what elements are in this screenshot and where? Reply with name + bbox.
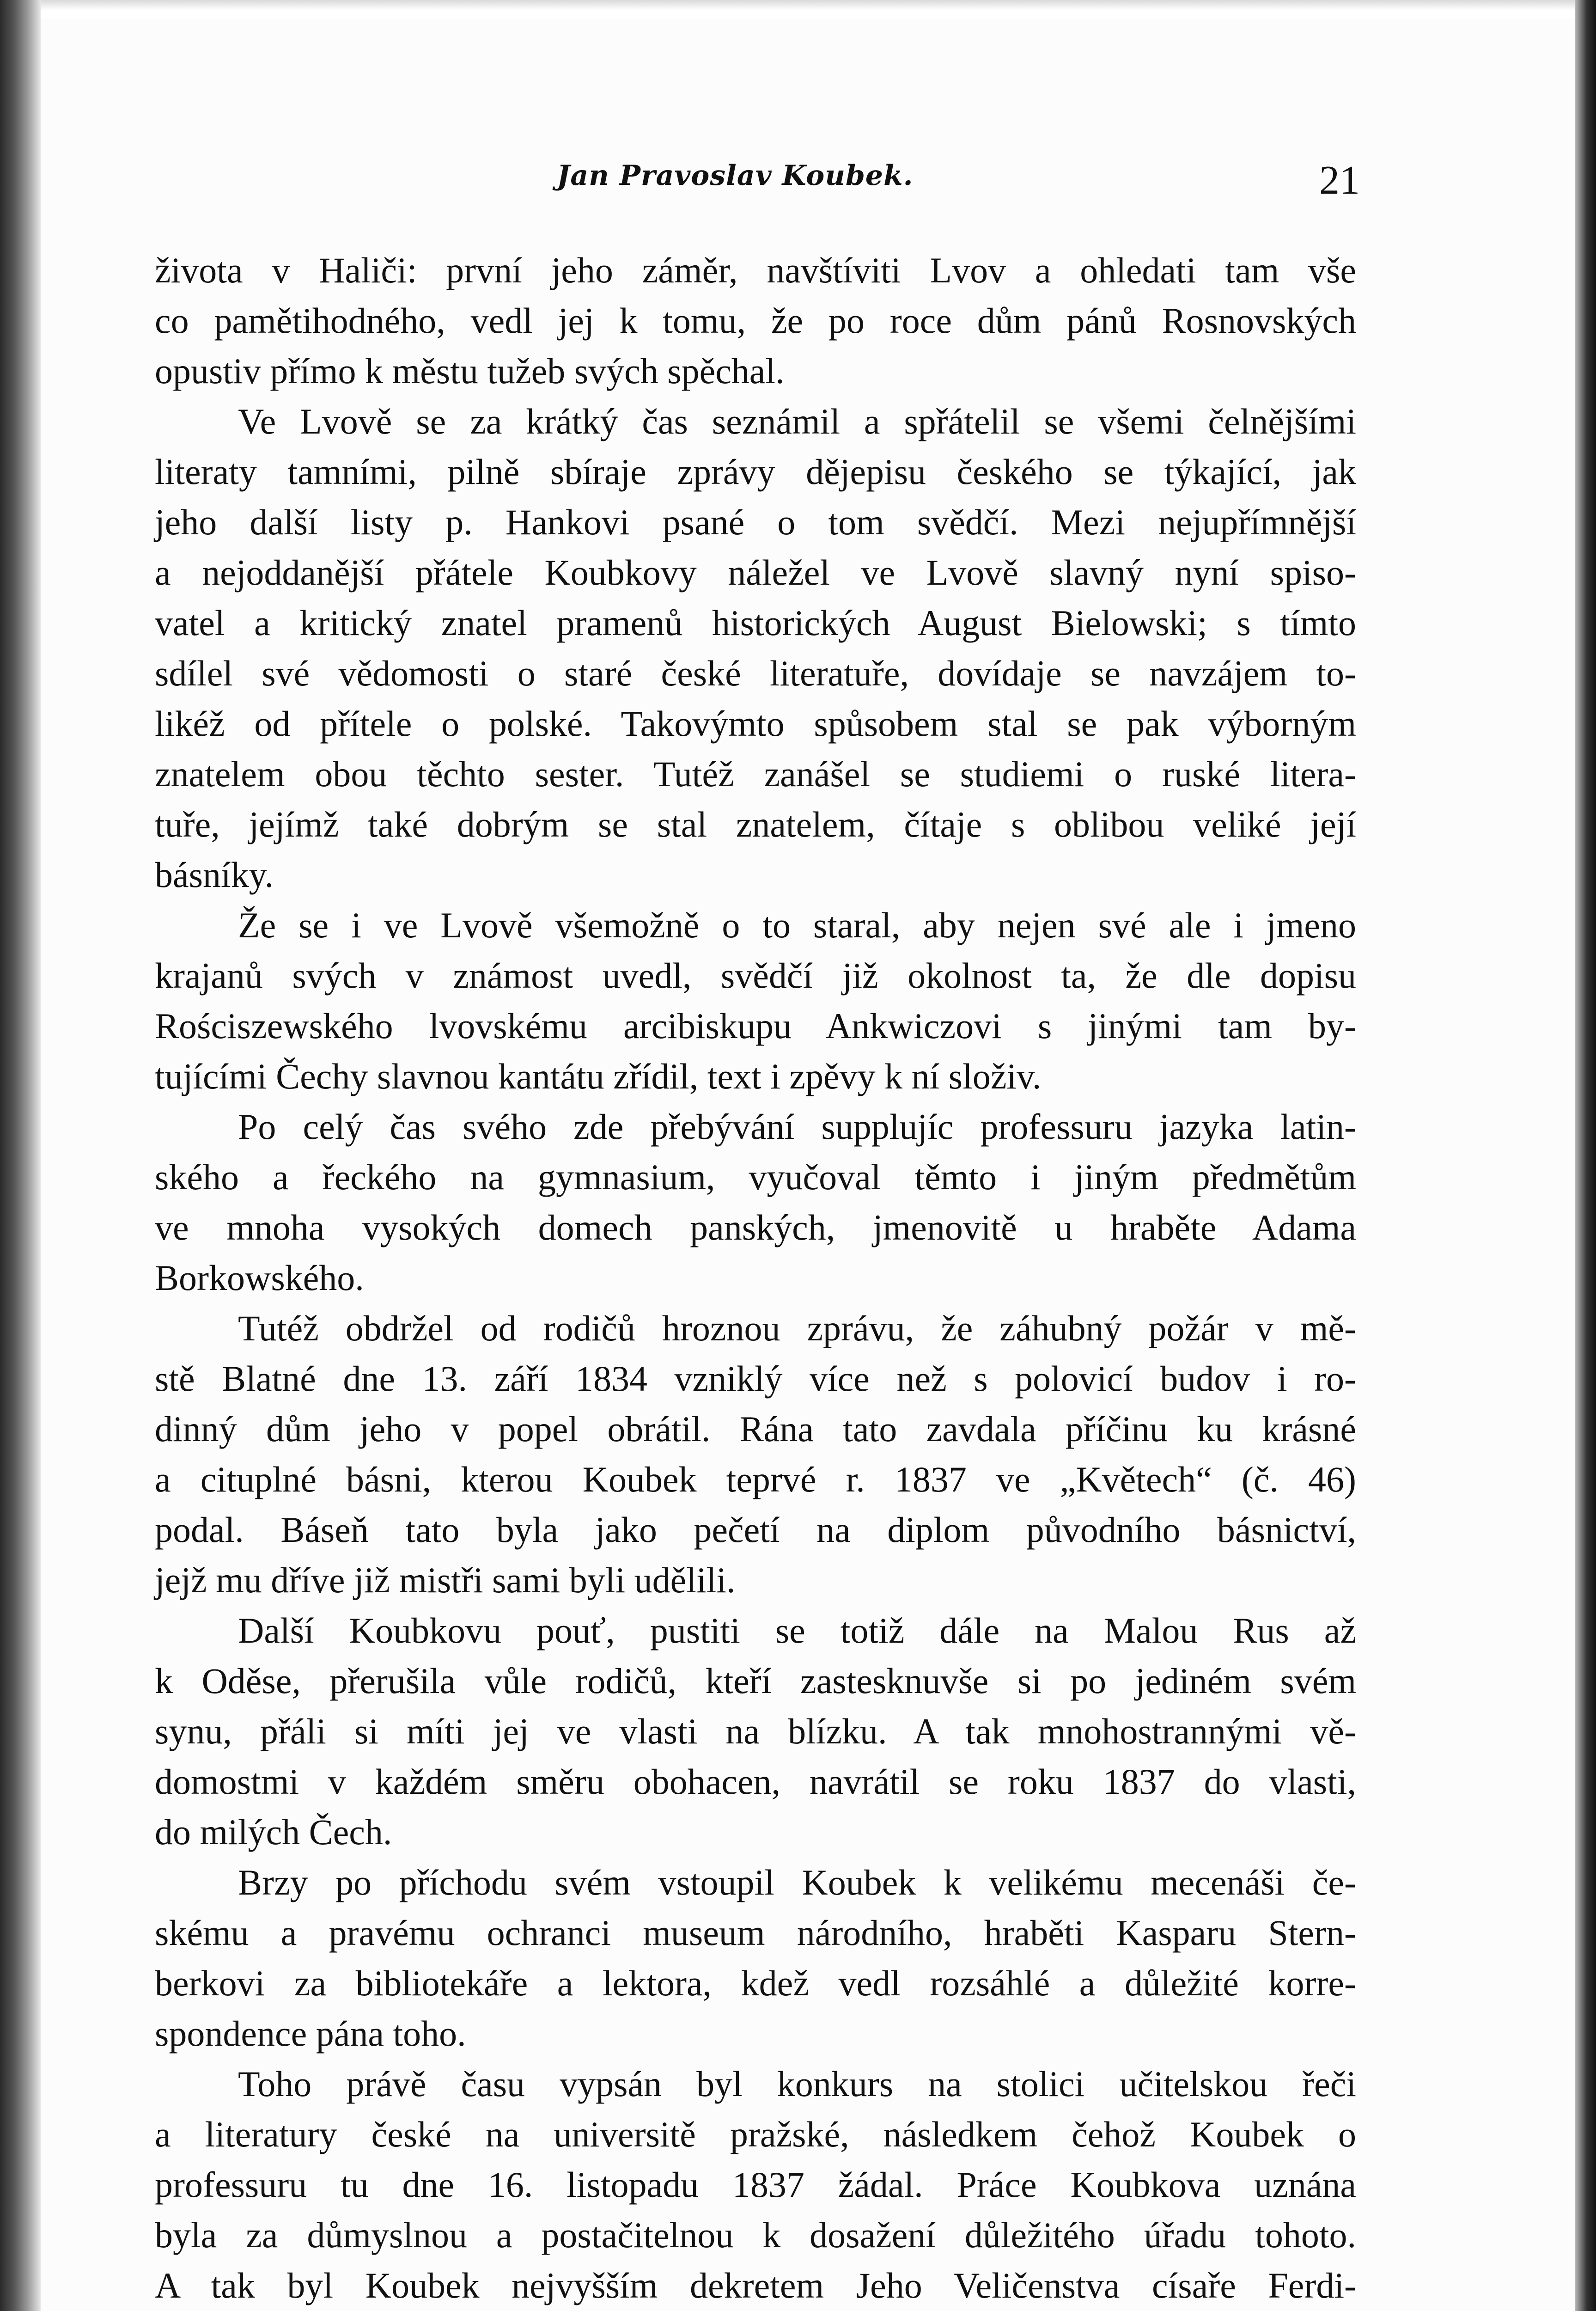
paragraph xyxy=(155,245,1356,396)
running-head: Jan Pravoslav Koubek. xyxy=(557,159,914,192)
text-line: znatelem obou těchto sester. Tutéž zanášel se studiemi o ruské litera- xyxy=(155,754,1356,794)
text-line: domostmi v každém směru obohacen, navrátil se roku 1837 do vlasti, xyxy=(155,1761,1356,1802)
scan-top-edge xyxy=(0,0,1596,10)
paragraph xyxy=(155,396,1356,900)
text-line: stě Blatné dne 13. září 1834 vzniklý více než s polovicí budov i ro- xyxy=(155,1358,1356,1399)
text-line: a literatury české na universitě pražské, následkem čehož Koubek o xyxy=(155,2114,1356,2154)
text-line: ve mnoha vysokých domech panských, jmenovitě u hraběte Adama xyxy=(155,1207,1356,1247)
text-line: spondence pána toho. xyxy=(155,2013,466,2054)
text-line: Rościszewského lvovskému arcibiskupu Ankwiczovi s jinými tam by- xyxy=(155,1006,1356,1046)
paragraph xyxy=(155,1101,1356,1303)
text-line: Další Koubkovu pouť, pustiti se totiž dále na Malou Rus až xyxy=(238,1610,1356,1651)
text-line: A tak byl Koubek nejvyšším dekretem Jeho Veličenstva císaře Ferdi- xyxy=(155,2265,1356,2305)
text-line: jeho další listy p. Hankovi psané o tom svědčí. Mezi nejupřímnější xyxy=(155,502,1356,542)
text-line: co pamětihodného, vedl jej k tomu, že po roce dům pánů Rosnovských xyxy=(155,300,1356,341)
text-line: tujícími Čechy slavnou kantátu zřídil, text i zpěvy k ní složiv. xyxy=(155,1056,1042,1096)
text-line: berkovi za bibliotekáře a lektora, kdež vedl rozsáhlé a důležité korre- xyxy=(155,1963,1356,2003)
text-line: k Oděse, přerušila vůle rodičů, kteří zastesknuvše si po jediném svém xyxy=(155,1661,1356,1701)
page-number: 21 xyxy=(1319,158,1360,203)
text-line: opustiv přímo k městu tužeb svých spěchal. xyxy=(155,351,785,391)
text-line: tuře, jejímž také dobrým se stal znatelem, čítaje s oblibou veliké její xyxy=(155,804,1356,844)
paragraph xyxy=(155,1303,1356,1605)
paragraph xyxy=(155,1857,1356,2059)
text-line: Tutéž obdržel od rodičů hroznou zprávu, že záhubný požár v mě- xyxy=(238,1308,1356,1348)
text-line: a cituplné básni, kterou Koubek teprvé r. 1837 ve „Květech“ (č. 46) xyxy=(155,1459,1356,1499)
text-line: Po celý čas svého zde přebývání supplujíc professuru jazyka latin- xyxy=(238,1107,1356,1147)
text-line: likéž od přítele o polské. Takovýmto spůsobem stal se pak výborným xyxy=(155,703,1356,744)
text-line: synu, přáli si míti jej ve vlasti na blízku. A tak mnohostrannými vě- xyxy=(155,1711,1356,1751)
text-line: Borkowského. xyxy=(155,1258,364,1298)
text-line: Toho právě času vypsán byl konkurs na stolici učitelskou řeči xyxy=(238,2064,1356,2104)
text-line: do milých Čech. xyxy=(155,1812,392,1852)
paragraph xyxy=(155,1605,1356,1857)
text-line: krajanů svých v známost uvedl, svědčí již okolnost ta, že dle dopisu xyxy=(155,955,1356,996)
text-line: ského a řeckého na gymnasium, vyučoval těmto i jiným předmětům xyxy=(155,1157,1356,1197)
text-line: dinný dům jeho v popel obrátil. Rána tato zavdala příčinu ku krásné xyxy=(155,1409,1356,1449)
text-line: jejž mu dříve již mistři sami byli udělili. xyxy=(155,1560,736,1600)
text-line: vatel a kritický znatel pramenů historických August Bielowski; s tímto xyxy=(155,603,1356,643)
text-line: a nejoddanější přátele Koubkovy náležel ve Lvově slavný nyní spiso- xyxy=(155,552,1356,593)
text-line: Že se i ve Lvově všemožně o to staral, aby nejen své ale i jmeno xyxy=(238,905,1356,945)
text-line: byla za důmyslnou a postačitelnou k dosažení důležitého úřadu tohoto. xyxy=(155,2215,1356,2255)
text-line: podal. Báseň tato byla jako pečetí na diplom původního básnictví, xyxy=(155,1510,1356,1550)
text-line: Brzy po příchodu svém vstoupil Koubek k velikému mecenáši če- xyxy=(238,1862,1356,1902)
scan-right-edge xyxy=(1575,0,1596,2311)
scan-left-binding-edge xyxy=(0,0,41,2311)
text-line: života v Haliči: první jeho záměr, navštíviti Lvov a ohledati tam vše xyxy=(155,250,1356,290)
paragraph xyxy=(155,2059,1356,2311)
text-line: professuru tu dne 16. listopadu 1837 žádal. Práce Koubkova uznána xyxy=(155,2164,1356,2205)
body-text xyxy=(155,245,1356,2311)
text-line: Ve Lvově se za krátký čas seznámil a spřátelil se všemi čelnějšími xyxy=(238,401,1356,441)
paragraph xyxy=(155,900,1356,1101)
text-line: skému a pravému ochranci museum národního, hraběti Kasparu Stern- xyxy=(155,1913,1356,1953)
text-line: sdílel své vědomosti o staré české literatuře, dovídaje se navzájem to- xyxy=(155,653,1356,693)
text-line: básníky. xyxy=(155,855,274,895)
text-line: literaty tamními, pilně sbíraje zprávy dějepisu českého se týkající, jak xyxy=(155,452,1356,492)
